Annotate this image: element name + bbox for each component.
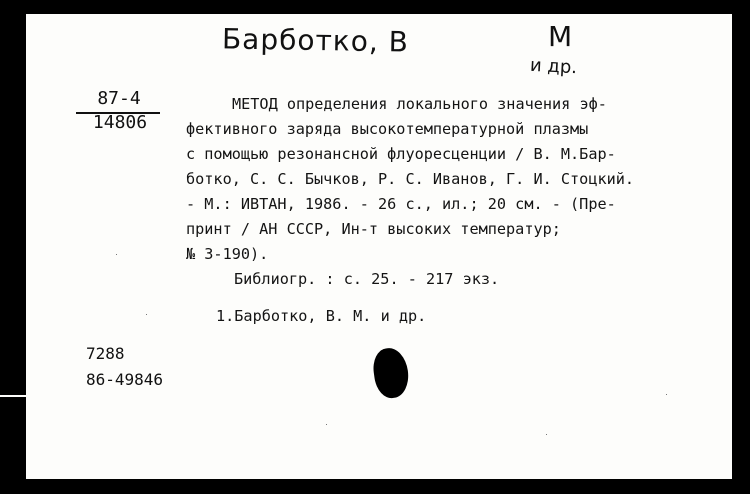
edge-mark bbox=[0, 395, 28, 397]
scan-speck bbox=[146, 314, 147, 315]
scan-border-left bbox=[0, 0, 26, 494]
inventory-number: 7288 bbox=[86, 344, 125, 363]
catalog-card bbox=[26, 14, 732, 479]
bibliography-note: Библиогр. : с. 25. - 217 экз. bbox=[234, 270, 500, 288]
bibliographic-description bbox=[186, 92, 634, 329]
call-number-bottom: 14806 bbox=[92, 112, 148, 133]
inventory-code: 86-49846 bbox=[86, 370, 164, 389]
scan-speck bbox=[326, 424, 327, 425]
scan-speck bbox=[116, 254, 117, 255]
spacer bbox=[186, 292, 634, 304]
description-line: МЕТОД определения локального значения эф- bbox=[232, 95, 607, 113]
call-number-top: 87-4 bbox=[97, 88, 141, 109]
scan-speck bbox=[666, 394, 667, 395]
handwritten-location-mark: М bbox=[548, 20, 573, 53]
description-line: ботко, С. С. Бычков, Р. С. Иванов, Г. И. Стоцкий. bbox=[186, 170, 635, 188]
scan-speck bbox=[546, 434, 547, 435]
punch-hole bbox=[371, 346, 412, 400]
handwritten-author: Барботко, В bbox=[221, 22, 410, 59]
description-line: с помощью резонансной флуоресценции / В. М.Бар- bbox=[186, 145, 616, 163]
handwritten-et-al: и др. bbox=[529, 54, 578, 79]
scan-border-bottom bbox=[0, 479, 750, 494]
description-line: фективного заряда высокотемпературной плазмы bbox=[186, 120, 589, 138]
scan-border-right bbox=[732, 0, 750, 494]
description-line: - М.: ИВТАН, 1986. - 26 с., ил.; 20 см. - (Пре- bbox=[186, 195, 616, 213]
description-line: принт / АН СССР, Ин-т высоких температур; bbox=[186, 220, 561, 238]
tracing-entry: 1.Барботко, В. М. и др. bbox=[216, 307, 427, 325]
scan-border-top bbox=[0, 0, 750, 14]
description-line: № 3-190). bbox=[186, 245, 269, 263]
